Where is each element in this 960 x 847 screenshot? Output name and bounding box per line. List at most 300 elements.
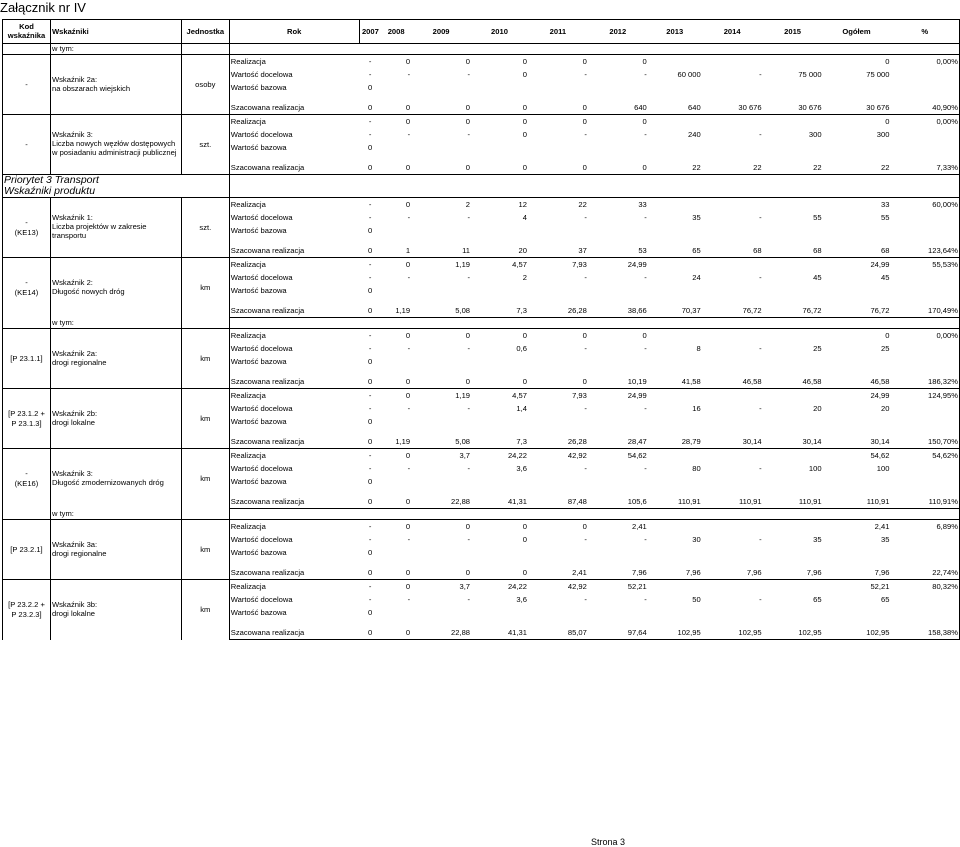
column-header: 2010 bbox=[471, 20, 528, 44]
value-cell: 170,49% bbox=[890, 304, 959, 318]
indicator-code-line1: [P 23.1.2 + bbox=[8, 408, 45, 418]
row-label-szacowana: Szacowana realizacja bbox=[229, 101, 359, 115]
value-cell bbox=[648, 389, 702, 403]
indicator-unit: km bbox=[181, 449, 229, 509]
value-cell: 41,31 bbox=[471, 626, 528, 640]
indicator-name bbox=[50, 449, 181, 509]
value-cell: 30,14 bbox=[702, 435, 763, 449]
value-cell: 240 bbox=[688, 129, 701, 139]
value-cell: - bbox=[467, 212, 471, 222]
value-cell: 7,96 bbox=[763, 566, 823, 580]
value-cell bbox=[702, 389, 763, 403]
row-label-docelowa: Wartość docelowa bbox=[230, 212, 293, 222]
value-cell: 22 bbox=[823, 161, 891, 175]
value-cell: 54,62% bbox=[890, 449, 959, 463]
value-cell: - bbox=[467, 272, 471, 282]
value-cell: 26,28 bbox=[528, 435, 588, 449]
value-cell: - bbox=[584, 534, 587, 544]
value-cell bbox=[890, 128, 959, 141]
indicator-name bbox=[50, 389, 181, 449]
value-cell: 55 bbox=[881, 212, 890, 222]
indicator-row-realizacja bbox=[3, 258, 960, 272]
value-cell: 0 bbox=[381, 375, 411, 389]
w-tym-row bbox=[3, 44, 960, 55]
indicator-row-realizacja bbox=[3, 449, 960, 463]
value-cell: 2,41 bbox=[588, 520, 648, 534]
value-cell: - bbox=[644, 463, 647, 473]
value-cell: 30 676 bbox=[823, 101, 891, 115]
column-header: % bbox=[890, 20, 959, 44]
value-cell bbox=[702, 449, 763, 463]
indicator-code bbox=[3, 258, 51, 318]
value-cell: 1,4 bbox=[516, 403, 527, 413]
value-cell: 6,89% bbox=[890, 520, 959, 534]
value-cell: - bbox=[584, 343, 587, 353]
value-cell: - bbox=[368, 534, 372, 544]
value-cell: 0 bbox=[588, 161, 648, 175]
value-cell: 30 676 bbox=[763, 101, 823, 115]
value-cell: 105,6 bbox=[588, 495, 648, 509]
value-cell: 110,91 bbox=[763, 495, 823, 509]
indicator-name bbox=[50, 580, 181, 640]
value-cell: 0 bbox=[359, 566, 381, 580]
section-row bbox=[3, 186, 960, 198]
value-cell: 0 bbox=[823, 55, 891, 69]
value-cell bbox=[648, 198, 702, 212]
value-cell bbox=[702, 329, 763, 343]
value-cell: 54,62 bbox=[823, 449, 891, 463]
value-cell: - bbox=[407, 343, 411, 353]
value-cell: 7,3 bbox=[471, 304, 528, 318]
value-cell: 7,96 bbox=[823, 566, 891, 580]
value-cell: 54,62 bbox=[588, 449, 648, 463]
value-cell: 1 bbox=[381, 244, 411, 258]
header-row bbox=[3, 20, 960, 44]
indicator-code bbox=[3, 449, 51, 509]
value-cell: 3,7 bbox=[411, 449, 471, 463]
value-cell: 0 bbox=[359, 101, 381, 115]
value-cell: - bbox=[407, 272, 411, 282]
value-cell: - bbox=[644, 403, 647, 413]
value-cell: 5,08 bbox=[411, 435, 471, 449]
value-cell: 3,6 bbox=[516, 463, 527, 473]
value-cell: 35 bbox=[692, 212, 701, 222]
value-cell bbox=[648, 580, 702, 594]
value-cell: 76,72 bbox=[702, 304, 763, 318]
column-header: 2013 bbox=[648, 20, 702, 44]
indicator-name-title: Wskaźnik 3a: bbox=[51, 539, 98, 549]
value-cell: 3,6 bbox=[516, 594, 527, 604]
indicator-name-description: Długość zmodernizowanych dróg bbox=[51, 477, 164, 487]
value-cell: - bbox=[759, 129, 762, 139]
column-header: Jednostka bbox=[181, 20, 229, 44]
value-cell: - bbox=[359, 329, 381, 343]
value-cell: - bbox=[644, 534, 647, 544]
bazowa-value: 0 bbox=[368, 356, 373, 366]
value-cell: 0,00% bbox=[890, 115, 959, 129]
value-cell: 110,91 bbox=[702, 495, 763, 509]
value-cell: 150,70% bbox=[890, 435, 959, 449]
value-cell: 0 bbox=[381, 520, 411, 534]
value-cell: 37 bbox=[528, 244, 588, 258]
indicator-table bbox=[2, 19, 960, 640]
value-cell: 20 bbox=[813, 403, 822, 413]
indicator-code bbox=[3, 115, 51, 175]
value-cell: - bbox=[359, 580, 381, 594]
value-cell: - bbox=[644, 69, 647, 79]
value-cell: - bbox=[759, 272, 762, 282]
value-cell: 41,58 bbox=[648, 375, 702, 389]
indicator-code-line1: - bbox=[25, 277, 28, 287]
value-cell bbox=[763, 329, 823, 343]
value-cell: 0 bbox=[471, 55, 528, 69]
indicator-code-line2: P 23.1.3] bbox=[11, 418, 42, 428]
indicator-name bbox=[50, 55, 181, 115]
value-cell: 22 bbox=[702, 161, 763, 175]
value-cell: 22,88 bbox=[411, 626, 471, 640]
value-cell: 0 bbox=[359, 495, 381, 509]
value-cell: 102,95 bbox=[648, 626, 702, 640]
row-label-bazowa: Wartość bazowa bbox=[230, 416, 287, 426]
value-cell: 46,58 bbox=[702, 375, 763, 389]
bazowa-value: 0 bbox=[368, 416, 373, 426]
indicator-unit: szt. bbox=[181, 198, 229, 258]
value-cell: 33 bbox=[588, 198, 648, 212]
value-cell: 45 bbox=[881, 272, 890, 282]
value-cell bbox=[702, 520, 763, 534]
section-row bbox=[3, 175, 960, 187]
value-cell: - bbox=[368, 129, 372, 139]
value-cell: - bbox=[368, 343, 372, 353]
value-cell: 0 bbox=[522, 534, 527, 544]
value-cell: 10,19 bbox=[588, 375, 648, 389]
row-label-szacowana: Szacowana realizacja bbox=[229, 161, 359, 175]
row-label-bazowa: Wartość bazowa bbox=[230, 547, 287, 557]
value-cell: - bbox=[359, 198, 381, 212]
column-header: 2009 bbox=[411, 20, 471, 44]
value-cell: 0 bbox=[823, 329, 891, 343]
value-cell: 0 bbox=[359, 161, 381, 175]
value-cell: 0 bbox=[381, 566, 411, 580]
value-cell: 0 bbox=[528, 115, 588, 129]
value-cell: - bbox=[407, 212, 411, 222]
indicator-name bbox=[50, 115, 181, 175]
column-header: Rok bbox=[229, 20, 359, 44]
value-cell: 35 bbox=[813, 534, 822, 544]
page-number: Strona 3 bbox=[591, 837, 626, 847]
row-label-szacowana: Szacowana realizacja bbox=[229, 626, 359, 640]
indicator-code-line1: - bbox=[25, 217, 28, 227]
value-cell: - bbox=[407, 594, 411, 604]
value-cell: - bbox=[644, 129, 647, 139]
w-tym-label: w tym: bbox=[50, 318, 181, 329]
value-cell: - bbox=[759, 69, 762, 79]
value-cell: 2,41 bbox=[823, 520, 891, 534]
value-cell: 40,90% bbox=[890, 101, 959, 115]
value-cell: 85,07 bbox=[528, 626, 588, 640]
value-cell: 0 bbox=[528, 520, 588, 534]
row-label-docelowa: Wartość docelowa bbox=[230, 69, 293, 79]
value-cell: 0 bbox=[471, 375, 528, 389]
row-label-realizacja: Realizacja bbox=[229, 389, 359, 403]
indicator-unit: km bbox=[181, 329, 229, 389]
value-cell: 22 bbox=[763, 161, 823, 175]
value-cell: 76,72 bbox=[763, 304, 823, 318]
value-cell bbox=[763, 258, 823, 272]
value-cell: - bbox=[407, 69, 411, 79]
value-cell: 0 bbox=[411, 161, 471, 175]
value-cell: - bbox=[467, 69, 471, 79]
indicator-unit: km bbox=[181, 580, 229, 640]
product-indicators-title: Wskaźniki produktu bbox=[3, 186, 230, 198]
indicator-name-title: Wskaźnik 1: bbox=[51, 213, 93, 223]
value-cell: 28,47 bbox=[588, 435, 648, 449]
value-cell: - bbox=[407, 463, 411, 473]
value-cell: 55,53% bbox=[890, 258, 959, 272]
value-cell: 60 000 bbox=[677, 69, 701, 79]
indicator-code-line2: (KE13) bbox=[14, 227, 39, 237]
value-cell: 102,95 bbox=[763, 626, 823, 640]
row-label-szacowana: Szacowana realizacja bbox=[229, 375, 359, 389]
value-cell bbox=[763, 115, 823, 129]
value-cell: 24,99 bbox=[823, 258, 891, 272]
value-cell: 0 bbox=[381, 101, 411, 115]
value-cell bbox=[648, 115, 702, 129]
value-cell: 26,28 bbox=[528, 304, 588, 318]
indicator-code-line2: (KE14) bbox=[14, 287, 39, 297]
value-cell: 41,31 bbox=[471, 495, 528, 509]
value-cell: 0 bbox=[381, 449, 411, 463]
value-cell bbox=[890, 533, 959, 546]
indicator-name bbox=[50, 520, 181, 580]
value-cell: 25 bbox=[813, 343, 822, 353]
value-cell: 12 bbox=[471, 198, 528, 212]
value-cell: 35 bbox=[881, 534, 890, 544]
indicator-row-realizacja bbox=[3, 198, 960, 212]
value-cell: 87,48 bbox=[528, 495, 588, 509]
value-cell: 640 bbox=[588, 101, 648, 115]
column-header: Ogółem bbox=[823, 20, 891, 44]
value-cell: - bbox=[359, 258, 381, 272]
indicator-code bbox=[3, 580, 51, 640]
value-cell bbox=[890, 462, 959, 475]
document-title: Załącznik nr IV bbox=[0, 0, 86, 15]
value-cell: - bbox=[759, 463, 762, 473]
column-header: Kod wskaźnika bbox=[3, 20, 51, 44]
value-cell: - bbox=[407, 129, 411, 139]
indicator-row-realizacja bbox=[3, 329, 960, 343]
value-cell: 75 000 bbox=[798, 69, 822, 79]
value-cell: 70,37 bbox=[648, 304, 702, 318]
row-label-realizacja: Realizacja bbox=[229, 115, 359, 129]
indicator-unit: km bbox=[181, 258, 229, 318]
value-cell bbox=[648, 55, 702, 69]
value-cell: 20 bbox=[471, 244, 528, 258]
value-cell: 100 bbox=[808, 463, 822, 473]
value-cell: 22,88 bbox=[411, 495, 471, 509]
value-cell: - bbox=[584, 129, 587, 139]
value-cell: 0 bbox=[381, 389, 411, 403]
value-cell: 68 bbox=[702, 244, 763, 258]
indicator-unit: szt. bbox=[181, 115, 229, 175]
row-label-bazowa: Wartość bazowa bbox=[230, 607, 287, 617]
value-cell bbox=[648, 520, 702, 534]
value-cell: 80,32% bbox=[890, 580, 959, 594]
value-cell: 55 bbox=[813, 212, 822, 222]
row-label-bazowa: Wartość bazowa bbox=[230, 225, 287, 235]
indicator-code-line1: - bbox=[25, 79, 28, 89]
value-cell: - bbox=[644, 343, 647, 353]
indicator-name-description: Liczba nowych węzłów dostępowych w posiadaniu administracji publicznej bbox=[51, 139, 177, 157]
value-cell: 16 bbox=[692, 403, 701, 413]
value-cell: 65 bbox=[648, 244, 702, 258]
value-cell: 0 bbox=[588, 115, 648, 129]
column-header: 2014 bbox=[702, 20, 763, 44]
bazowa-value: 0 bbox=[368, 142, 373, 152]
value-cell bbox=[702, 580, 763, 594]
row-label-docelowa: Wartość docelowa bbox=[230, 343, 293, 353]
value-cell: - bbox=[368, 69, 372, 79]
value-cell: 0 bbox=[381, 580, 411, 594]
value-cell: 7,96 bbox=[648, 566, 702, 580]
indicator-name-description: Liczba projektów w zakresie transportu bbox=[51, 222, 147, 240]
value-cell: 24,22 bbox=[471, 580, 528, 594]
indicator-row-realizacja bbox=[3, 55, 960, 69]
value-cell: 0 bbox=[471, 566, 528, 580]
value-cell: 4 bbox=[522, 212, 527, 222]
indicator-code-line1: [P 23.2.1] bbox=[10, 544, 43, 554]
value-cell: - bbox=[584, 403, 587, 413]
value-cell: 0 bbox=[528, 101, 588, 115]
value-cell: 65 bbox=[813, 594, 822, 604]
value-cell: 46,58 bbox=[763, 375, 823, 389]
row-label-szacowana: Szacowana realizacja bbox=[229, 495, 359, 509]
indicator-name-title: Wskaźnik 3b: bbox=[51, 600, 98, 610]
column-header: 2011 bbox=[528, 20, 588, 44]
row-label-szacowana: Szacowana realizacja bbox=[229, 435, 359, 449]
value-cell bbox=[648, 258, 702, 272]
value-cell: 52,21 bbox=[588, 580, 648, 594]
bazowa-value: 0 bbox=[368, 547, 373, 557]
column-header: 2015 bbox=[763, 20, 823, 44]
value-cell: - bbox=[467, 594, 471, 604]
value-cell: 24,22 bbox=[471, 449, 528, 463]
row-label-docelowa: Wartość docelowa bbox=[230, 463, 293, 473]
value-cell: - bbox=[759, 594, 762, 604]
value-cell: 0 bbox=[381, 55, 411, 69]
indicator-code-line1: [P 23.1.1] bbox=[10, 353, 43, 363]
value-cell: 7,93 bbox=[528, 389, 588, 403]
row-label-realizacja: Realizacja bbox=[229, 449, 359, 463]
value-cell: 100 bbox=[876, 463, 890, 473]
value-cell: - bbox=[407, 403, 411, 413]
value-cell: - bbox=[467, 403, 471, 413]
value-cell bbox=[763, 198, 823, 212]
value-cell: 0 bbox=[471, 520, 528, 534]
value-cell bbox=[890, 402, 959, 415]
indicator-name-description: drogi lokalne bbox=[51, 608, 96, 618]
value-cell: 8 bbox=[696, 343, 701, 353]
value-cell: - bbox=[759, 534, 762, 544]
row-label-docelowa: Wartość docelowa bbox=[230, 272, 293, 282]
column-header: 2008 bbox=[381, 20, 411, 44]
value-cell: - bbox=[759, 212, 762, 222]
value-cell: - bbox=[644, 212, 647, 222]
column-header: 2007 bbox=[359, 20, 381, 44]
value-cell: 0 bbox=[528, 161, 588, 175]
value-cell: 0 bbox=[411, 375, 471, 389]
row-label-bazowa: Wartość bazowa bbox=[230, 356, 287, 366]
value-cell: 640 bbox=[648, 101, 702, 115]
value-cell: 0,00% bbox=[890, 329, 959, 343]
value-cell: 7,96 bbox=[588, 566, 648, 580]
value-cell: - bbox=[368, 594, 372, 604]
value-cell: 30,14 bbox=[823, 435, 891, 449]
value-cell: 1,19 bbox=[411, 258, 471, 272]
row-label-bazowa: Wartość bazowa bbox=[230, 285, 287, 295]
value-cell: 0,6 bbox=[516, 343, 527, 353]
value-cell: 24,99 bbox=[588, 389, 648, 403]
value-cell bbox=[890, 211, 959, 224]
value-cell: 0 bbox=[359, 375, 381, 389]
indicator-name bbox=[50, 329, 181, 389]
value-cell: 0 bbox=[588, 55, 648, 69]
value-cell: 0 bbox=[411, 566, 471, 580]
value-cell: - bbox=[467, 463, 471, 473]
value-cell: 7,96 bbox=[702, 566, 763, 580]
w-tym-row bbox=[3, 318, 960, 329]
indicator-row-realizacja bbox=[3, 115, 960, 129]
value-cell: 0 bbox=[381, 115, 411, 129]
value-cell: 30 bbox=[692, 534, 701, 544]
value-cell: 0 bbox=[471, 115, 528, 129]
value-cell: 2 bbox=[522, 272, 527, 282]
value-cell: - bbox=[359, 389, 381, 403]
value-cell: 80 bbox=[692, 463, 701, 473]
value-cell: - bbox=[759, 343, 762, 353]
value-cell: 0 bbox=[522, 69, 527, 79]
value-cell: 1,19 bbox=[381, 435, 411, 449]
w-tym-label: w tym: bbox=[50, 509, 181, 520]
value-cell bbox=[763, 580, 823, 594]
indicator-code-line1: [P 23.2.2 + bbox=[8, 599, 45, 609]
value-cell: - bbox=[359, 520, 381, 534]
value-cell: - bbox=[584, 212, 587, 222]
value-cell: 300 bbox=[808, 129, 822, 139]
value-cell: 25 bbox=[881, 343, 890, 353]
bazowa-value: 0 bbox=[368, 285, 373, 295]
indicator-code bbox=[3, 55, 51, 115]
value-cell: 0 bbox=[411, 55, 471, 69]
w-tym-row bbox=[3, 509, 960, 520]
row-label-realizacja: Realizacja bbox=[229, 198, 359, 212]
row-label-realizacja: Realizacja bbox=[229, 580, 359, 594]
indicator-code-line2: (KE16) bbox=[14, 478, 39, 488]
value-cell: 68 bbox=[823, 244, 891, 258]
value-cell: 0 bbox=[381, 198, 411, 212]
value-cell: 4,57 bbox=[471, 258, 528, 272]
value-cell: 0 bbox=[528, 375, 588, 389]
value-cell: 3,7 bbox=[411, 580, 471, 594]
value-cell: 1,19 bbox=[411, 389, 471, 403]
indicator-name-title: Wskaźnik 2b: bbox=[51, 408, 98, 418]
value-cell: - bbox=[584, 272, 587, 282]
value-cell bbox=[763, 389, 823, 403]
value-cell: 24,99 bbox=[823, 389, 891, 403]
value-cell bbox=[890, 342, 959, 355]
indicator-code-line1: - bbox=[25, 139, 28, 149]
value-cell: - bbox=[368, 272, 372, 282]
